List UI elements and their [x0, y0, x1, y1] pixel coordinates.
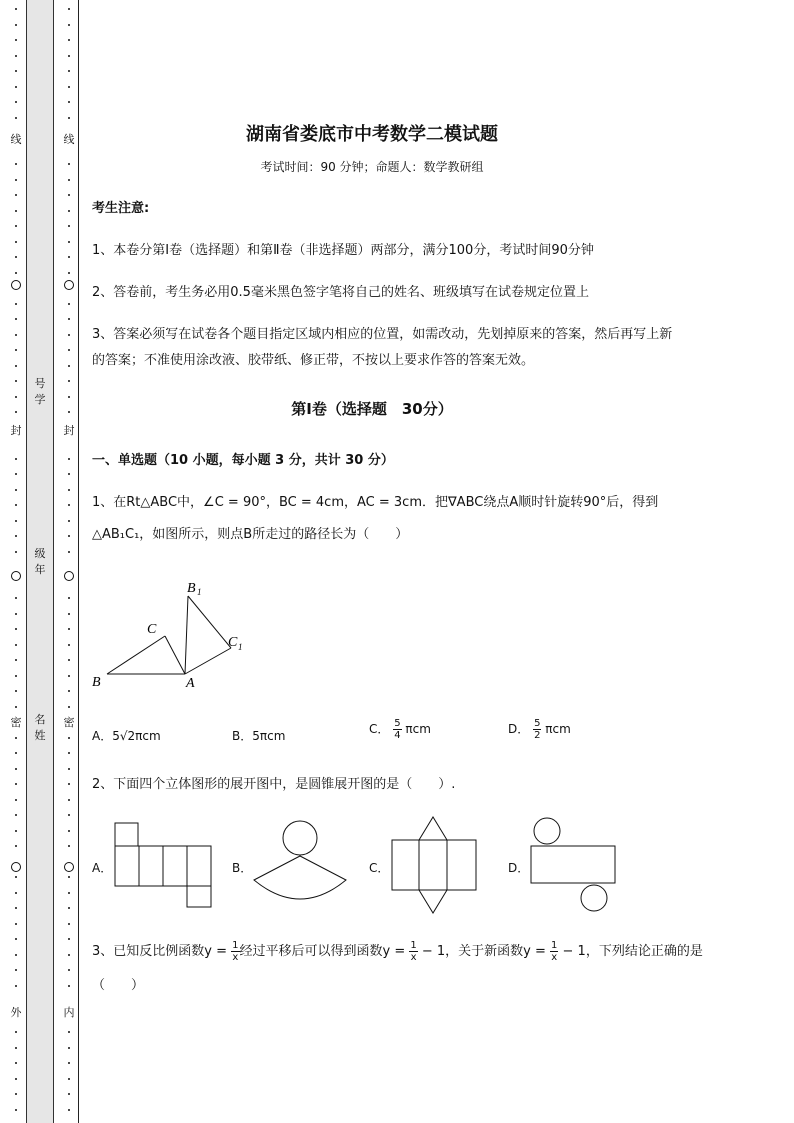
left-binding-dot: [15, 117, 17, 119]
label-A: A: [186, 676, 195, 691]
right-binding-dot: [68, 954, 70, 956]
q1-option-a[interactable]: A．5√2πcm: [92, 729, 161, 743]
q2-text: 2、下面四个立体图形的展开图中，是圆锥展开图的是（ ）.: [92, 777, 456, 792]
right-binding-dot: [68, 489, 70, 491]
q1-option-c-fraction: $\frac{5}{4}$: [394, 718, 401, 741]
left-binding-dot: [15, 1109, 17, 1111]
label-B: B: [92, 675, 101, 690]
section-title: 第Ⅰ卷（选择题 30分）: [291, 400, 453, 418]
q2-option-d-label[interactable]: D．: [508, 861, 530, 875]
left-binding-dot: [15, 551, 17, 553]
notice-item-1: 1、本卷分第Ⅰ卷（选择题）和第Ⅱ卷（非选择题）两部分，满分100分，考试时间90分钟: [92, 243, 594, 258]
left-binding-dot: [15, 411, 17, 413]
q3-text-line1: [92, 940, 703, 963]
label-C1: C: [228, 635, 238, 650]
left-binding-dot: [15, 923, 17, 925]
right-binding-dot: [68, 1109, 70, 1111]
q2-option-c-label[interactable]: C．: [369, 861, 390, 875]
left-binding-circle: [11, 280, 21, 290]
q1-text-line1: 1、在Rt△ABC中，∠C = 90°，BC = 4cm，AC = 3cm．把∇ABC绕点A顺时针旋转90°后，得到: [92, 495, 659, 510]
right-binding-dot: [68, 396, 70, 398]
q2-figure-a-cube-net: [114, 822, 214, 910]
left-binding-dot: [15, 752, 17, 754]
q1-text-line2: △AB₁C₁，如图所示，则点B所走过的路径长为（ ）: [92, 527, 409, 542]
left-margin-char-seal: 封: [10, 424, 22, 437]
left-binding-dot: [15, 55, 17, 57]
exam-subtitle: 考试时间：90 分钟；命题人：数学教研组: [260, 160, 484, 174]
notice-item-3: 3、答案必须写在试卷各个题目指定区域内相应的位置，如需改动，先划掉原来的答案，然后再写上新: [92, 327, 673, 342]
right-binding-dot: [68, 1062, 70, 1064]
q1-option-c-suffix: πcm: [405, 722, 431, 736]
left-binding-dot: [15, 830, 17, 832]
right-binding-dots: [62, 0, 76, 1123]
right-binding-dot: [68, 969, 70, 971]
right-binding-dot: [68, 194, 70, 196]
left-binding-dot: [15, 706, 17, 708]
left-binding-dot: [15, 876, 17, 878]
left-binding-dot: [15, 179, 17, 181]
right-binding-dot: [68, 210, 70, 212]
right-binding-dot: [68, 101, 70, 103]
left-binding-circle: [11, 571, 21, 581]
right-binding-dot: [68, 923, 70, 925]
right-binding-dot: [68, 1078, 70, 1080]
q3-part2: 经过平移后可以得到函数y =: [239, 944, 410, 959]
right-binding-dot: [68, 411, 70, 413]
left-binding-dot: [15, 365, 17, 367]
q1-option-c-prefix: C．: [369, 722, 390, 736]
notice-item-2: 2、答卷前，考生务必用0.5毫米黑色签字笔将自己的姓名、班级填写在试卷规定位置上: [92, 285, 589, 300]
left-binding-dot: [15, 1031, 17, 1033]
left-binding-dot: [15, 907, 17, 909]
right-binding-dot: [68, 690, 70, 692]
left-binding-dot: [15, 768, 17, 770]
label-B1-sub: 1: [197, 587, 202, 597]
left-binding-dot: [15, 458, 17, 460]
notice-item-3-cont: 的答案；不准使用涂改液、胶带纸、修正带，不按以上要求作答的答案无效。: [92, 353, 535, 368]
right-binding-dot: [68, 938, 70, 940]
q3-fraction-2: $\frac{1}{x}$: [410, 940, 417, 963]
right-binding-dot: [68, 644, 70, 646]
left-binding-dot: [15, 644, 17, 646]
right-binding-dot: [68, 845, 70, 847]
field-student-id: 号 学: [34, 377, 46, 406]
q3-fraction-3: $\frac{1}{x}$: [551, 940, 558, 963]
left-binding-dot: [15, 783, 17, 785]
left-binding-dot: [15, 985, 17, 987]
right-binding-dot: [68, 117, 70, 119]
left-binding-dot: [15, 24, 17, 26]
right-binding-dot: [68, 706, 70, 708]
left-binding-dot: [15, 969, 17, 971]
right-binding-dot: [68, 473, 70, 475]
left-binding-dot: [15, 737, 17, 739]
left-binding-dot: [15, 210, 17, 212]
right-binding-dot: [68, 783, 70, 785]
left-binding-dot: [15, 1093, 17, 1095]
right-binding-dot: [68, 768, 70, 770]
right-binding-dot: [68, 225, 70, 227]
left-binding-dot: [15, 334, 17, 336]
label-C1-sub: 1: [238, 642, 243, 652]
right-binding-dot: [68, 241, 70, 243]
right-margin-char-inner: 内: [63, 1006, 75, 1019]
left-binding-dot: [15, 659, 17, 661]
right-binding-dot: [68, 1093, 70, 1095]
q1-option-c[interactable]: [369, 718, 431, 741]
left-binding-dot: [15, 349, 17, 351]
left-margin-char-line: 线: [10, 133, 22, 146]
q3-part4: − 1，下列结论正确的是: [558, 944, 703, 959]
left-margin-char-secret: 密: [10, 716, 22, 729]
left-binding-dot: [15, 86, 17, 88]
left-binding-dots: [9, 0, 23, 1123]
right-binding-dot: [68, 597, 70, 599]
right-binding-dot: [68, 380, 70, 382]
left-binding-dot: [15, 39, 17, 41]
left-binding-dot: [15, 520, 17, 522]
q3-fraction-1: $\frac{1}{x}$: [232, 940, 239, 963]
q2-figure-d-cylinder-net: [529, 816, 619, 914]
left-binding-dot: [15, 814, 17, 816]
right-binding-circle: [64, 571, 74, 581]
left-binding-dot: [15, 256, 17, 258]
q3-part3: − 1，关于新函数y =: [417, 944, 551, 959]
right-binding-dot: [68, 256, 70, 258]
q3-part1: 3、已知反比例函数y =: [92, 944, 232, 959]
left-margin-char-outer: 外: [10, 1006, 22, 1019]
field-grade: 级 年: [34, 547, 46, 576]
right-binding-dot: [68, 520, 70, 522]
q2-option-a-label[interactable]: A．: [92, 861, 113, 875]
left-binding-dot: [15, 675, 17, 677]
left-binding-dot: [15, 225, 17, 227]
left-binding-dot: [15, 938, 17, 940]
right-binding-dot: [68, 628, 70, 630]
right-binding-dot: [68, 349, 70, 351]
left-binding-dot: [15, 489, 17, 491]
right-binding-dot: [68, 799, 70, 801]
left-binding-dot: [15, 504, 17, 506]
right-binding-dot: [68, 303, 70, 305]
right-binding-dot: [68, 659, 70, 661]
right-binding-dot: [68, 163, 70, 165]
right-binding-dot: [68, 1047, 70, 1049]
left-binding-dot: [15, 303, 17, 305]
left-binding-dot: [15, 1047, 17, 1049]
right-binding-dot: [68, 907, 70, 909]
left-binding-dot: [15, 241, 17, 243]
left-binding-dot: [15, 163, 17, 165]
q3-text-line2: （ ）: [92, 978, 145, 993]
left-binding-dot: [15, 892, 17, 894]
left-binding-dot: [15, 101, 17, 103]
right-binding-dot: [68, 39, 70, 41]
q2-figure-b-cone-net: [252, 818, 352, 900]
q1-option-b[interactable]: B．5πcm: [232, 729, 286, 743]
student-info-band: [26, 0, 54, 1123]
left-binding-dot: [15, 473, 17, 475]
right-binding-dot: [68, 876, 70, 878]
field-name: 名 姓: [34, 713, 46, 742]
right-binding-dot: [68, 179, 70, 181]
right-binding-dot: [68, 70, 70, 72]
q1-option-d-prefix: D．: [508, 722, 530, 736]
q1-option-d-fraction: $\frac{5}{2}$: [534, 718, 541, 741]
right-binding-dot: [68, 318, 70, 320]
left-binding-dot: [15, 690, 17, 692]
q2-figure-c-prism-net: [391, 815, 479, 915]
left-binding-dot: [15, 1078, 17, 1080]
right-binding-dot: [68, 675, 70, 677]
binding-line: [78, 0, 79, 1123]
right-binding-dot: [68, 1031, 70, 1033]
right-binding-dot: [68, 613, 70, 615]
left-binding-dot: [15, 380, 17, 382]
left-binding-dot: [15, 8, 17, 10]
right-binding-dot: [68, 504, 70, 506]
right-binding-dot: [68, 551, 70, 553]
part-title: 一、单选题（10 小题，每小题 3 分，共计 30 分）: [92, 453, 394, 468]
right-binding-dot: [68, 752, 70, 754]
right-binding-dot: [68, 535, 70, 537]
right-binding-dot: [68, 8, 70, 10]
left-binding-dot: [15, 845, 17, 847]
q2-option-b-label[interactable]: B．: [232, 861, 253, 875]
right-binding-dot: [68, 737, 70, 739]
q1-option-d[interactable]: [508, 718, 571, 741]
q1-triangle-figure: [92, 572, 262, 694]
right-margin-char-line: 线: [63, 133, 75, 146]
right-binding-dot: [68, 458, 70, 460]
right-binding-dot: [68, 272, 70, 274]
left-binding-dot: [15, 396, 17, 398]
right-binding-dot: [68, 985, 70, 987]
left-binding-dot: [15, 597, 17, 599]
q1-option-d-suffix: πcm: [545, 722, 571, 736]
right-margin-char-secret: 密: [63, 716, 75, 729]
label-B1: B: [187, 581, 196, 596]
label-C: C: [147, 622, 157, 637]
left-binding-dot: [15, 318, 17, 320]
left-binding-dot: [15, 194, 17, 196]
right-binding-circle: [64, 280, 74, 290]
notice-heading: 考生注意:: [92, 201, 150, 216]
left-binding-dot: [15, 628, 17, 630]
left-binding-dot: [15, 272, 17, 274]
right-binding-dot: [68, 86, 70, 88]
right-binding-dot: [68, 365, 70, 367]
right-binding-dot: [68, 814, 70, 816]
right-binding-dot: [68, 55, 70, 57]
right-binding-dot: [68, 24, 70, 26]
right-binding-circle: [64, 862, 74, 872]
right-margin-char-seal: 封: [63, 424, 75, 437]
left-binding-dot: [15, 799, 17, 801]
left-binding-dot: [15, 535, 17, 537]
left-binding-dot: [15, 70, 17, 72]
left-binding-dot: [15, 1062, 17, 1064]
left-binding-dot: [15, 954, 17, 956]
right-binding-dot: [68, 334, 70, 336]
right-binding-dot: [68, 892, 70, 894]
right-binding-dot: [68, 830, 70, 832]
left-binding-dot: [15, 613, 17, 615]
exam-title: 湖南省娄底市中考数学二模试题: [246, 124, 498, 145]
left-binding-circle: [11, 862, 21, 872]
